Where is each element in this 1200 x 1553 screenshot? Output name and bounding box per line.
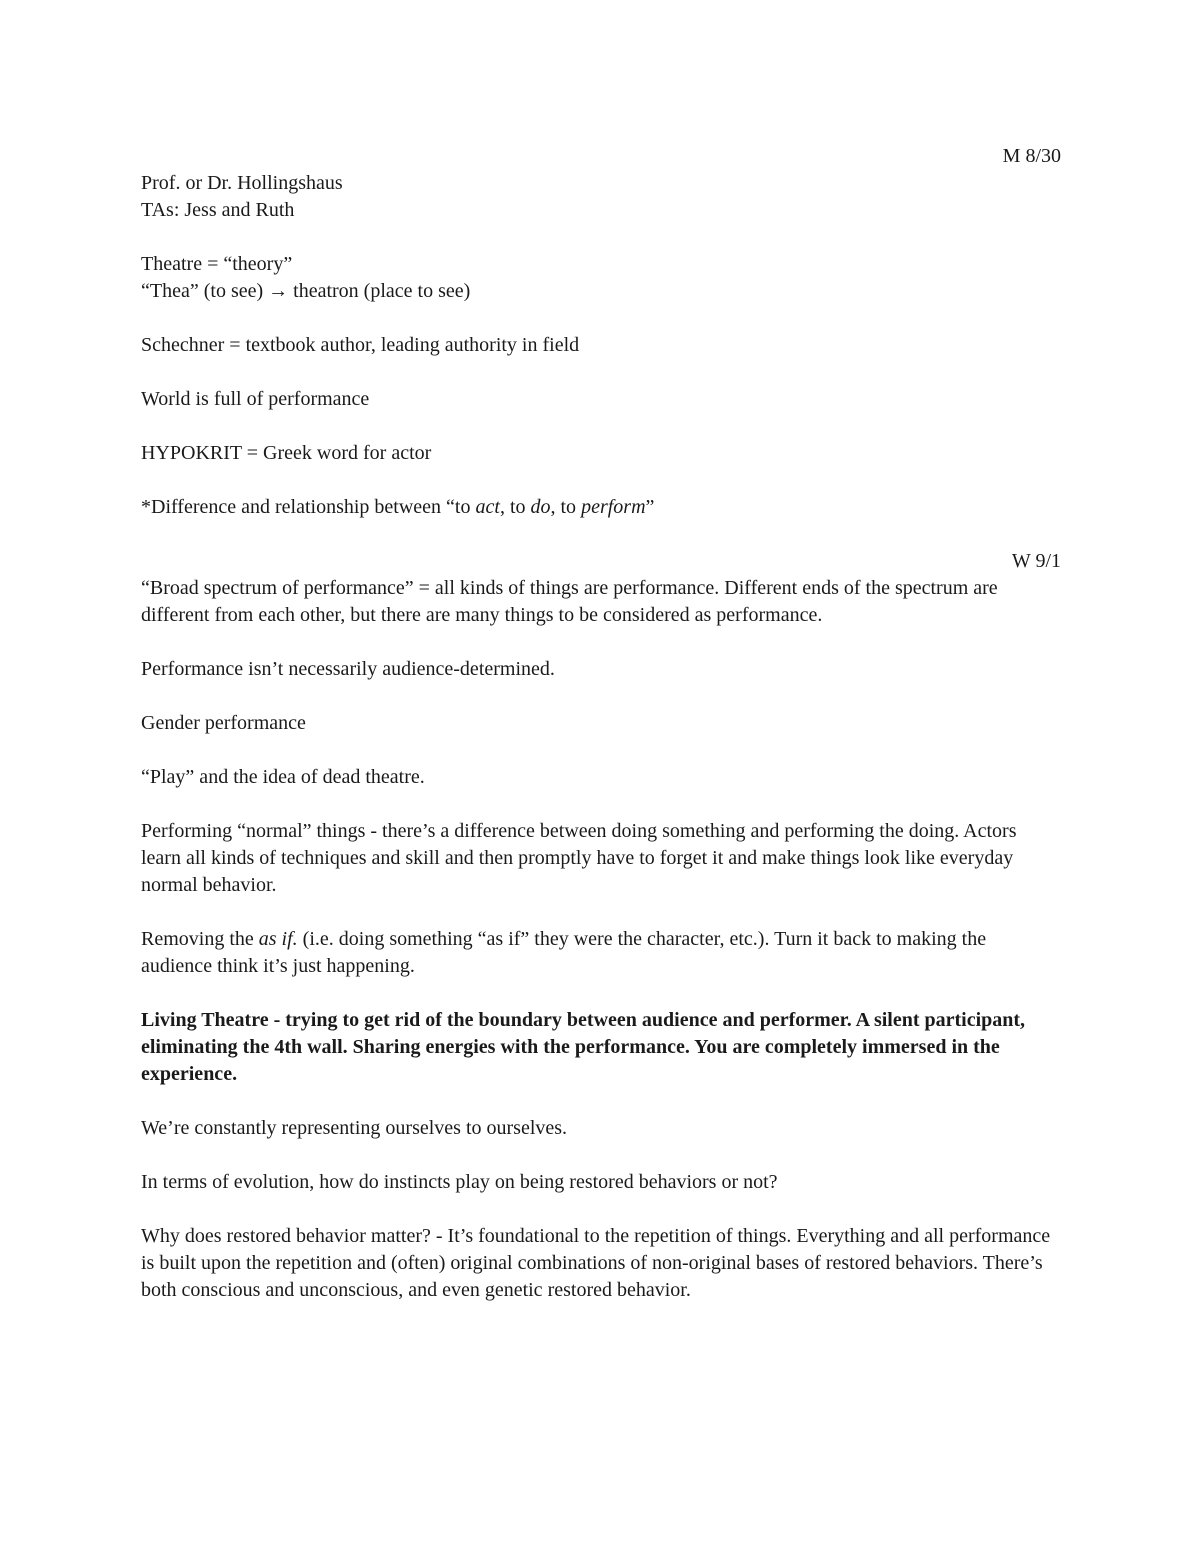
gender-note: Gender performance — [141, 712, 306, 734]
removing-as-if-note — [141, 926, 1061, 980]
removing-prefix: Removing the — [141, 928, 259, 950]
restored-behavior-note: Why does restored behavior matter? - It’s foundational to the repetition of things. Everything and all performance is built upon the repetition and (often) original combinations of non-original bases of restored behaviors. There’s both conscious and unconscious, and even genetic restored behavior. — [141, 1225, 1051, 1301]
professor-line: Prof. or Dr. Hollingshaus — [141, 172, 343, 194]
performing-normal-note: Performing “normal” things - there’s a difference between doing something and performing the doing. Actors learn all kinds of techniques and skill and then promptly have to forget it and make things look like everyday normal behavior. — [141, 820, 1017, 896]
schechner-note: Schechner = textbook author, leading authority in field — [141, 334, 580, 356]
audience-note: Performance isn’t necessarily audience-determined. — [141, 658, 555, 680]
thea-definition: “Thea” (to see) → theatron (place to see) — [141, 280, 471, 302]
living-theatre-note: Living Theatre - trying to get rid of the boundary between audience and performer. A silent participant, eliminating the 4th wall. Sharing energies with the performance. You are completely immersed in the experience. — [141, 1009, 1026, 1085]
evolution-note: In terms of evolution, how do instincts play on being restored behaviors or not? — [141, 1171, 778, 1193]
notes-page — [141, 143, 1061, 1304]
play-note: “Play” and the idea of dead theatre. — [141, 766, 425, 788]
difference-mid-1: , to — [499, 496, 531, 518]
removing-suffix: (i.e. doing something “as if” they were the character, etc.). Turn it back to making the audience think it’s just happening. — [141, 928, 987, 977]
theatre-definition: Theatre = “theory” — [141, 253, 293, 275]
difference-mid-2: , to — [550, 496, 582, 518]
date-heading-2: W 9/1 — [1011, 550, 1061, 572]
representing-note: We’re constantly representing ourselves to ourselves. — [141, 1117, 568, 1139]
world-note: World is full of performance — [141, 388, 370, 410]
date-heading-1: M 8/30 — [1002, 145, 1061, 167]
broad-spectrum-note: “Broad spectrum of performance” = all kinds of things are performance. Different ends of the spectrum are different from each other, but there are many things to be considered as performance. — [141, 577, 998, 626]
difference-suffix: ” — [645, 496, 655, 518]
difference-prefix: *Difference and relationship between “to — [141, 496, 476, 518]
word-perform: perform — [581, 496, 646, 518]
hypokrit-note: HYPOKRIT = Greek word for actor — [141, 442, 432, 464]
tas-line: TAs: Jess and Ruth — [141, 199, 295, 221]
word-do: do — [530, 496, 551, 518]
as-if-phrase: as if. — [258, 928, 298, 950]
word-act: act — [475, 496, 500, 518]
difference-note — [141, 494, 1061, 521]
